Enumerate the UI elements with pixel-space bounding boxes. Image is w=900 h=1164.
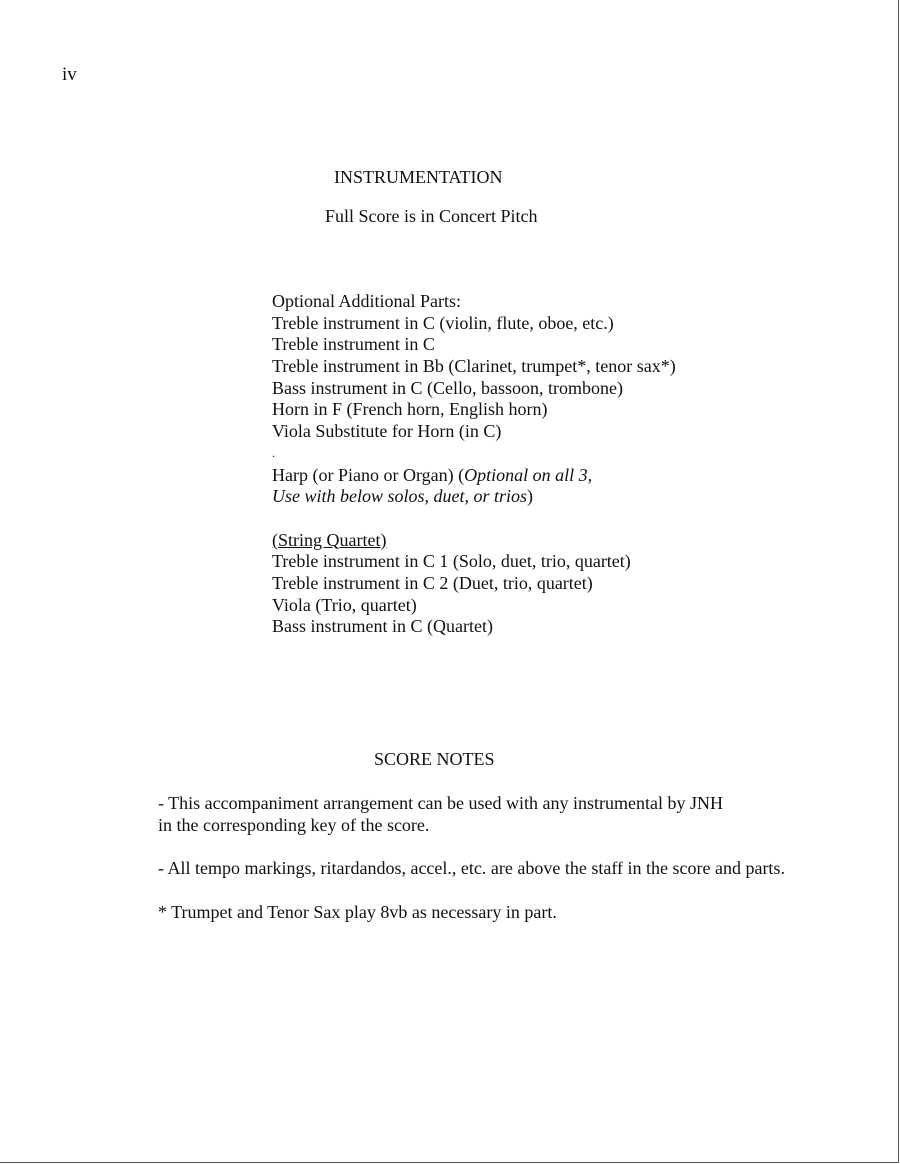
separator-dot: . — [272, 445, 275, 460]
optional-parts-heading: Optional Additional Parts: — [272, 291, 461, 311]
string-quartet-heading: (String Quartet) — [272, 529, 387, 550]
harp-line — [272, 465, 676, 487]
score-note-1-line1: - This accompaniment arrangement can be used with any instrumental by JNH — [158, 793, 724, 813]
list-item: Bass instrument in C (Quartet) — [272, 616, 493, 637]
score-note-1-line2: in the corresponding key of the score. — [158, 815, 430, 835]
harp-note-line1: Optional on all 3, — [464, 464, 593, 485]
list-item: Treble instrument in C 1 (Solo, duet, trio, quartet) — [272, 551, 631, 572]
harp-close: ) — [527, 486, 534, 507]
list-item: Treble instrument in C — [272, 334, 435, 355]
score-note-1 — [158, 792, 723, 836]
harp-text: Harp (or Piano or Organ) ( — [272, 464, 465, 485]
page-number: iv — [62, 64, 77, 85]
list-item: Treble instrument in C (violin, flute, oboe, etc.) — [272, 312, 614, 333]
harp-line-2 — [272, 486, 676, 508]
list-item: Horn in F (French horn, English horn) — [272, 399, 548, 420]
list-item: Treble instrument in C 2 (Duet, trio, quartet) — [272, 572, 593, 593]
string-quartet-heading-line — [272, 530, 676, 552]
instrumentation-subtitle: Full Score is in Concert Pitch — [325, 206, 538, 226]
instrumentation-title: INSTRUMENTATION — [334, 167, 503, 187]
harp-note-line2: Use with below solos, duet, or trios — [272, 486, 528, 507]
list-item: Viola (Trio, quartet) — [272, 594, 417, 615]
score-notes-title: SCORE NOTES — [374, 749, 495, 769]
list-item: Bass instrument in C (Cello, bassoon, trombone) — [272, 377, 623, 398]
parts-list — [272, 291, 676, 638]
score-note-2: - All tempo markings, ritardandos, accel., etc. are above the staff in the score and parts. — [158, 858, 785, 878]
list-item: Viola Substitute for Horn (in C) — [272, 421, 502, 442]
score-note-3: * Trumpet and Tenor Sax play 8vb as necessary in part. — [158, 902, 557, 922]
list-item: Treble instrument in Bb (Clarinet, trumpet*, tenor sax*) — [272, 356, 676, 377]
blank-line — [272, 508, 676, 530]
